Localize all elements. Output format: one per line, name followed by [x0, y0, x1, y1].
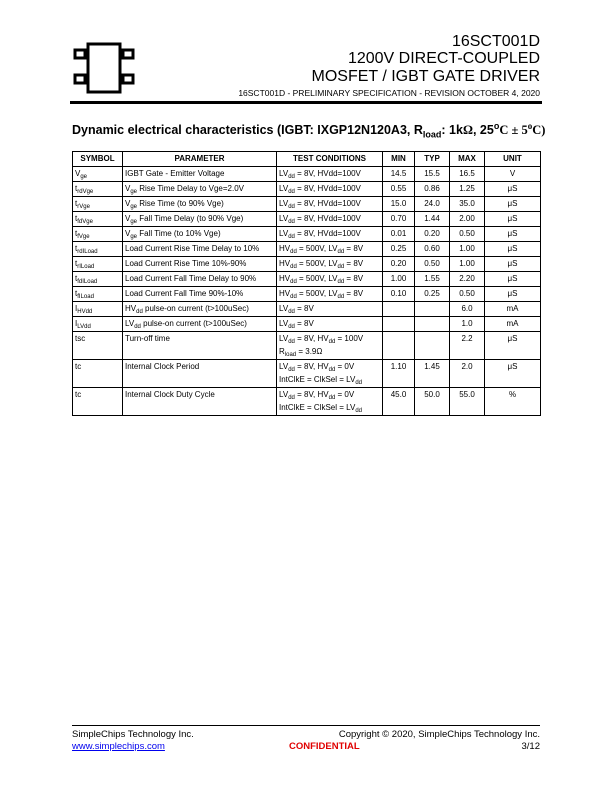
header-parameter: PARAMETER — [123, 152, 277, 167]
max-cell: 55.0 — [450, 388, 485, 416]
title-line-2: MOSFET / IGBT GATE DRIVER — [311, 68, 540, 85]
company-logo-icon — [72, 42, 136, 94]
max-cell: 1.00 — [450, 257, 485, 272]
unit-cell: μS — [485, 182, 541, 197]
min-cell: 14.5 — [383, 167, 415, 182]
typ-cell: 1.45 — [415, 360, 450, 388]
table-row — [73, 242, 541, 257]
max-cell: 2.2 — [450, 332, 485, 360]
header-max: MAX — [450, 152, 485, 167]
unit-cell: % — [485, 388, 541, 416]
table-row — [73, 360, 541, 388]
unit-cell: μS — [485, 212, 541, 227]
min-cell — [383, 302, 415, 317]
spec-line: 16SCT001D - PRELIMINARY SPECIFICATION - REVISION OCTOBER 4, 2020 — [238, 88, 540, 98]
footer-copyright: Copyright © 2020, SimpleChips Technology Inc. — [338, 729, 540, 740]
conditions-cell: $LV_{dd} = 8V$, $HV_{dd} = 0V$ IntClkE = ClkSel = $LV_{dd}$ — [277, 360, 383, 388]
symbol-cell: $I_{HVdd}$ — [73, 302, 123, 317]
table-row — [73, 212, 541, 227]
header-test-conditions: TEST CONDITIONS — [277, 152, 383, 167]
conditions-cell: $HV_{dd} = 500V$, $LV_{dd} = 8V$ — [277, 272, 383, 287]
unit-cell: μS — [485, 332, 541, 360]
typ-cell: 0.60 — [415, 242, 450, 257]
unit-cell: V — [485, 167, 541, 182]
parameter-cell: Internal Clock Period — [123, 360, 277, 388]
symbol-cell: tc — [73, 388, 123, 416]
dynamic-characteristics-table — [72, 151, 541, 416]
footer-rule — [72, 725, 540, 726]
max-cell: 0.50 — [450, 227, 485, 242]
parameter-cell: IGBT Gate - Emitter Voltage — [123, 167, 277, 182]
parameter-cell: $LV_{dd}$ pulse-on current (t>100uSec) — [123, 317, 277, 332]
symbol-cell: $t_{rVge}$ — [73, 197, 123, 212]
symbol-cell: $t_{fdILoad}$ — [73, 272, 123, 287]
unit-cell: μS — [485, 360, 541, 388]
symbol-cell: $V_{ge}$ — [73, 167, 123, 182]
min-cell: 0.10 — [383, 287, 415, 302]
header-symbol: SYMBOL — [73, 152, 123, 167]
parameter-cell: Load Current Fall Time Delay to 90% — [123, 272, 277, 287]
min-cell: 1.00 — [383, 272, 415, 287]
min-cell: 0.70 — [383, 212, 415, 227]
table-row — [73, 388, 541, 416]
symbol-cell: $t_{rdILoad}$ — [73, 242, 123, 257]
typ-cell: 24.0 — [415, 197, 450, 212]
conditions-cell: $LV_{dd} = 8V$ — [277, 317, 383, 332]
parameter-cell: $HV_{dd}$ pulse-on current (t>100uSec) — [123, 302, 277, 317]
max-cell: 35.0 — [450, 197, 485, 212]
max-cell: 2.20 — [450, 272, 485, 287]
symbol-cell: $t_{fdVge}$ — [73, 212, 123, 227]
part-number: 16SCT001D — [451, 33, 540, 50]
typ-cell: 1.44 — [415, 212, 450, 227]
table-row — [73, 332, 541, 360]
parameter-cell: Load Current Rise Time 10%-90% — [123, 257, 277, 272]
typ-cell: 0.86 — [415, 182, 450, 197]
parameter-cell: Turn-off time — [123, 332, 277, 360]
parameter-cell: $V_{ge}$ Fall Time Delay (to 90% Vge) — [123, 212, 277, 227]
footer-url-link[interactable]: www.simplechips.com — [72, 741, 165, 752]
section-title: Dynamic electrical characteristics (IGBT: IXGP12N120A3, $R_{load}$: 1kΩ, $25^oC \pm 5^oC$) — [72, 121, 546, 140]
conditions-cell: $LV_{dd} = 8V$, HVdd=100V — [277, 227, 383, 242]
footer-company: SimpleChips Technology Inc. — [72, 729, 194, 740]
parameter-cell: $V_{ge}$ Rise Time (to 90% Vge) — [123, 197, 277, 212]
unit-cell: mA — [485, 317, 541, 332]
typ-cell — [415, 317, 450, 332]
symbol-cell: $t_{rILoad}$ — [73, 257, 123, 272]
symbol-cell: $t_{fVge}$ — [73, 227, 123, 242]
min-cell: 0.20 — [383, 257, 415, 272]
symbol-cell: $t_{rdVge}$ — [73, 182, 123, 197]
footer-confidential: CONFIDENTIAL — [289, 741, 360, 752]
unit-cell: μS — [485, 227, 541, 242]
typ-cell: 0.20 — [415, 227, 450, 242]
unit-cell: μS — [485, 257, 541, 272]
parameter-cell: Load Current Fall Time 90%-10% — [123, 287, 277, 302]
parameter-cell: Internal Clock Duty Cycle — [123, 388, 277, 416]
max-cell: 2.0 — [450, 360, 485, 388]
conditions-cell: $HV_{dd} = 500V$, $LV_{dd} = 8V$ — [277, 257, 383, 272]
table-row — [73, 287, 541, 302]
conditions-cell: $LV_{dd} = 8V$, $HV_{dd} = 100V$ $R_{load} = 3.9\Omega$ — [277, 332, 383, 360]
max-cell: 1.0 — [450, 317, 485, 332]
table-row — [73, 227, 541, 242]
max-cell: 0.50 — [450, 287, 485, 302]
conditions-cell: $HV_{dd} = 500V$, $LV_{dd} = 8V$ — [277, 242, 383, 257]
conditions-cell: $LV_{dd} = 8V$ — [277, 302, 383, 317]
typ-cell: 15.5 — [415, 167, 450, 182]
symbol-cell: $I_{LVdd}$ — [73, 317, 123, 332]
unit-cell: mA — [485, 302, 541, 317]
max-cell: 16.5 — [450, 167, 485, 182]
max-cell: 6.0 — [450, 302, 485, 317]
parameter-cell: Load Current Rise Time Delay to 10% — [123, 242, 277, 257]
header-rule — [70, 101, 542, 104]
typ-cell — [415, 332, 450, 360]
max-cell: 2.00 — [450, 212, 485, 227]
typ-cell — [415, 302, 450, 317]
min-cell — [383, 317, 415, 332]
table-row — [73, 182, 541, 197]
table-row — [73, 257, 541, 272]
min-cell: 15.0 — [383, 197, 415, 212]
conditions-cell: $LV_{dd} = 8V$, HVdd=100V — [277, 182, 383, 197]
table-row — [73, 167, 541, 182]
header-typ: TYP — [415, 152, 450, 167]
table-header-row — [73, 152, 541, 167]
footer-page-number: 3/12 — [521, 741, 540, 752]
parameter-cell: $V_{ge}$ Fall Time (to 10% Vge) — [123, 227, 277, 242]
conditions-cell: $LV_{dd} = 8V$, HVdd=100V — [277, 197, 383, 212]
min-cell: 0.01 — [383, 227, 415, 242]
max-cell: 1.25 — [450, 182, 485, 197]
table-row — [73, 197, 541, 212]
conditions-cell: $LV_{dd} = 8V$, $HV_{dd} = 0V$ IntClkE = ClkSel = $LV_{dd}$ — [277, 388, 383, 416]
min-cell: 0.25 — [383, 242, 415, 257]
symbol-cell: tc — [73, 360, 123, 388]
title-line-1: 1200V DIRECT-COUPLED — [347, 50, 540, 67]
typ-cell: 0.50 — [415, 257, 450, 272]
unit-cell: μS — [485, 287, 541, 302]
header-min: MIN — [383, 152, 415, 167]
max-cell: 1.00 — [450, 242, 485, 257]
min-cell: 0.55 — [383, 182, 415, 197]
typ-cell: 1.55 — [415, 272, 450, 287]
table-row — [73, 317, 541, 332]
header-unit: UNIT — [485, 152, 541, 167]
table-row — [73, 302, 541, 317]
parameter-cell: $V_{ge}$ Rise Time Delay to Vge=2.0V — [123, 182, 277, 197]
conditions-cell: $LV_{dd} = 8V$, HVdd=100V — [277, 212, 383, 227]
unit-cell: μS — [485, 242, 541, 257]
conditions-cell: $LV_{dd} = 8V$, HVdd=100V — [277, 167, 383, 182]
unit-cell: μS — [485, 272, 541, 287]
typ-cell: 50.0 — [415, 388, 450, 416]
min-cell: 45.0 — [383, 388, 415, 416]
table-row — [73, 272, 541, 287]
symbol-cell: tsc — [73, 332, 123, 360]
conditions-cell: $HV_{dd} = 500V$, $LV_{dd} = 8V$ — [277, 287, 383, 302]
typ-cell: 0.25 — [415, 287, 450, 302]
unit-cell: μS — [485, 197, 541, 212]
min-cell — [383, 332, 415, 360]
symbol-cell: $t_{fILoad}$ — [73, 287, 123, 302]
min-cell: 1.10 — [383, 360, 415, 388]
